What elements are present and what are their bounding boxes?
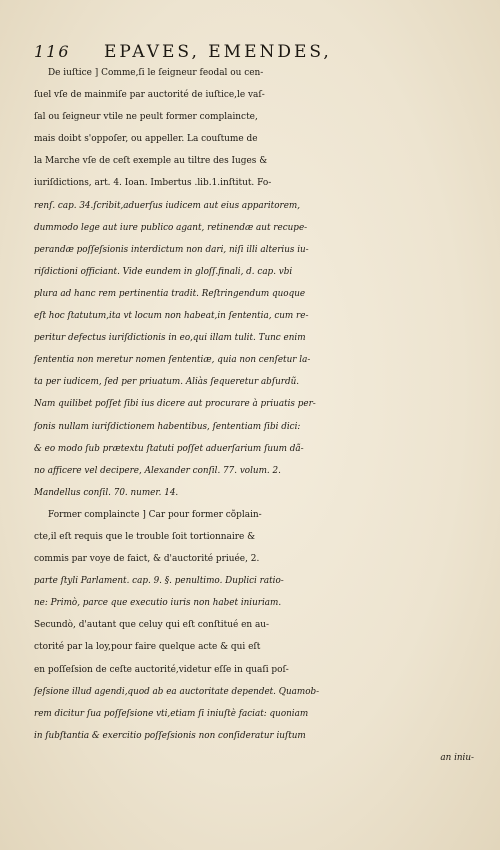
text-line: ta per iudicem, ſed per priuatum. Aliàs ſequeretur abſurdũ.	[34, 377, 300, 388]
text-line: iuriſdictions, art. 4. Ioan. Imbertus .lib.1.inſtitut. Fo-	[34, 178, 272, 189]
text-line: parte ſtyli Parlament. cap. 9. §. penultimo. Duplici ratio-	[34, 576, 284, 587]
text-line: Secundò, d'autant que celuy qui eſt conſtitué en au-	[34, 620, 270, 631]
text-line: Nam quilibet poſſet ſibi ius dicere aut procurare à priuatis per-	[34, 399, 316, 410]
text-line: renſ. cap. 34.ſcribit,aduerſus iudicem aut eius apparitorem,	[34, 200, 301, 211]
text-line: mais doibt s'oppoſer, ou appeller. La couſtume de	[34, 134, 258, 145]
text-line: ſententia non meretur nomen ſententiæ, quia non cenſetur la-	[34, 355, 311, 366]
text-line: & eo modo ſub prætextu ſtatuti poſſet aduerſarium ſuum dã-	[34, 443, 304, 454]
text-line: De iuſtice ] Comme,ſi le ſeigneur feodal ou cen-	[48, 68, 264, 78]
text-line: Former complaincte ] Car pour former cõplain-	[48, 509, 262, 520]
text-line: ne: Primò, parce que executio iuris non habet iniuriam.	[34, 598, 282, 609]
text-line: riſdictioni officiant. Vide eundem in gloſſ.finali, d. cap. vbi	[34, 266, 293, 277]
text-line: no afficere vel decipere, Alexander conſil. 77. volum. 2.	[34, 465, 281, 476]
text-line: en poſſeſsion de ceſte auctorité,videtur eſſe in quaſi poſ-	[34, 664, 289, 675]
page-number: 116	[34, 42, 71, 61]
text-line: cte,il eſt requis que le trouble ſoit tortionnaire &	[34, 531, 256, 542]
text-line: eſt hoc ſtatutum,ita vt locum non habeat,in ſententia, cum re-	[34, 311, 309, 322]
text-line: rem dicitur ſua poſſeſsione vti,etiam ſi iniuſtè faciat: quoniam	[34, 708, 309, 719]
text-line: la Marche vſe de ceſt exemple au tiltre des Iuges &	[34, 156, 268, 167]
text-line: ctorité par la loy,pour faire quelque acte & qui eſt	[34, 642, 261, 653]
text-line: in ſubſtantia & exercitio poſſeſsionis non conſideratur iuſtum	[34, 730, 306, 741]
text-line: ſuel vſe de mainmiſe par auctorité de iuſtice,le vaſ-	[34, 90, 265, 101]
text-line: ſal ou ſeigneur vtile ne peult former complaincte,	[34, 112, 258, 123]
text-line: Mandellus conſil. 70. numer. 14.	[34, 487, 179, 498]
text-line: dummodo lege aut iure publico agant, retinendæ aut recupe-	[34, 222, 308, 233]
text-line: ſonis nullam iuriſdictionem habentibus, ſententiam ſibi dici:	[34, 421, 301, 432]
text-line: commis par voye de faict, & d'auctorité priuée, 2.	[34, 554, 260, 565]
text-line: plura ad hanc rem pertinentia tradit. Reſtringendum quoque	[34, 288, 306, 299]
text-line: perandæ poſſeſsionis interdictum non dari, niſi illi alterius iu-	[34, 244, 309, 255]
body-text	[34, 62, 480, 769]
text-line: an iniu-	[440, 752, 474, 763]
text-line: peritur defectus iuriſdictionis in eo,qui illam tulit. Tunc enim	[34, 333, 306, 344]
text-line: ſeſsione illud agendi,quod ab ea auctoritate dependet. Quamob-	[34, 686, 320, 697]
running-head: EPAVES, EMENDES,	[104, 42, 332, 62]
